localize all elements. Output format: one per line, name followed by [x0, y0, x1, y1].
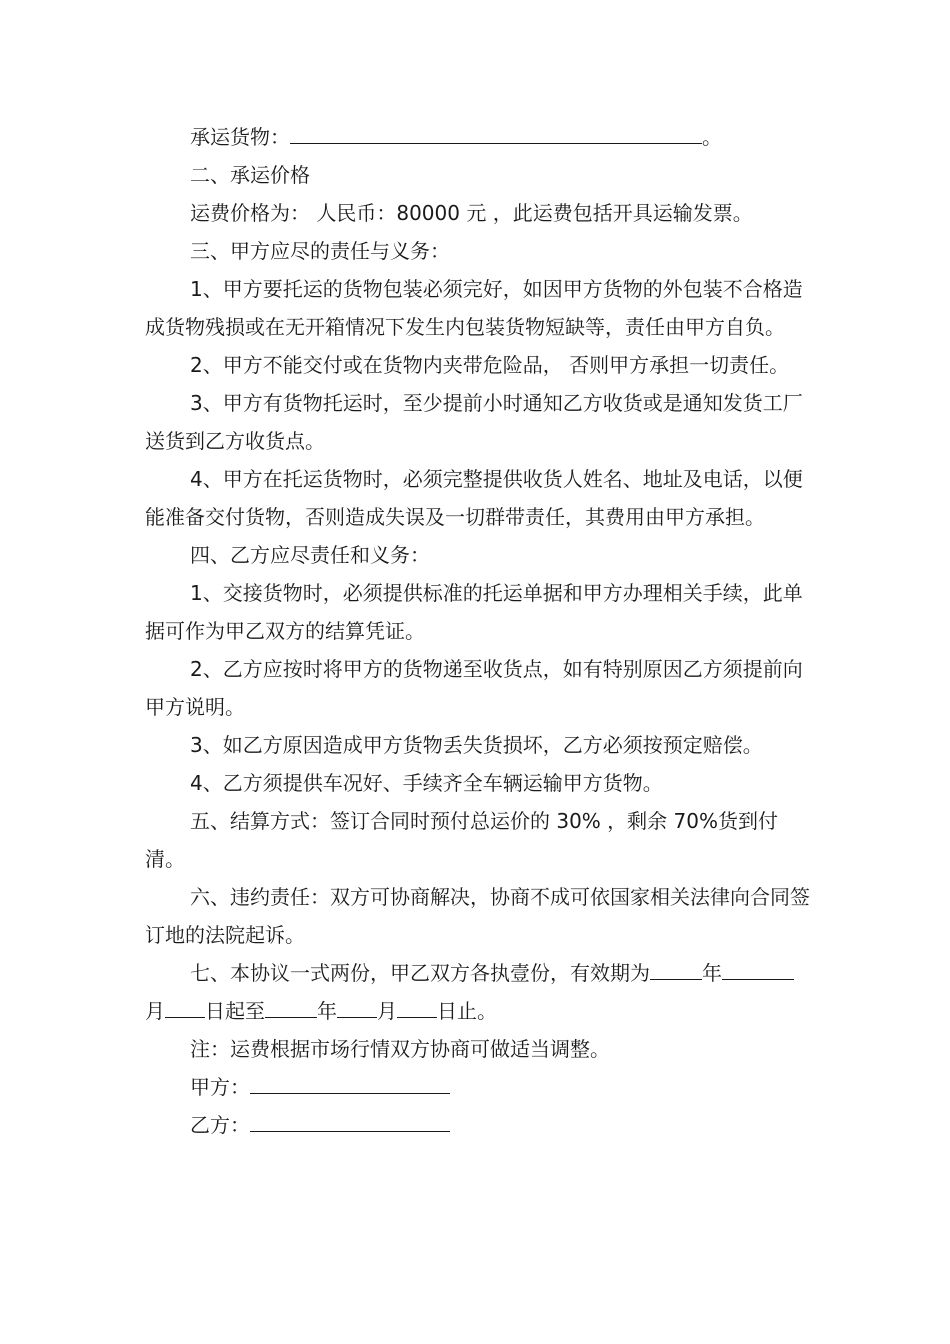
cargo-end: 。 [702, 125, 722, 149]
party-b-label: 乙方： [190, 1113, 250, 1137]
party-b-signature [145, 1106, 810, 1144]
section-2-title: 二、承运价格 [190, 163, 310, 187]
party-b-duty-3: 3、如乙方原因造成甲方货物丢失货损坏，乙方必须按预定赔偿。 [190, 733, 763, 757]
party-a-duty-3: 3、甲方有货物托运时，至少提前小时通知乙方收货或是通知发货工厂送货到乙方收货点。 [145, 391, 803, 453]
contract-page [145, 118, 810, 1144]
validity-text: 七、本协议一式两份，甲乙双方各执壹份，有效期为 [190, 961, 650, 985]
section-3-title: 三、甲方应尽的责任与义务： [190, 239, 450, 263]
month-label-1: 月 [145, 999, 165, 1023]
price-line: 运费价格为： 人民币：80000 元 ，此运费包括开具运输发票。 [190, 201, 753, 225]
section-5-settlement: 五、结算方式：签订合同时预付总运价的 30% ，剩余 70%货到付清。 [145, 809, 778, 871]
party-a-duty-1: 1、甲方要托运的货物包装必须完好，如因甲方货物的外包装不合格造成货物残损或在无开箱情况下发生内包装货物短缺等，责任由甲方自负。 [145, 277, 803, 339]
blank-year-1 [650, 959, 702, 980]
year-label-2: 年 [317, 999, 337, 1023]
section-7-validity [145, 954, 810, 1030]
party-a-duty-4: 4、甲方在托运货物时，必须完整提供收货人姓名、地址及电话，以便能准备交付货物，否则造成失误及一切群带责任，其费用由甲方承担。 [145, 467, 803, 529]
cargo-blank [290, 123, 702, 144]
section-4-title: 四、乙方应尽责任和义务： [190, 543, 430, 567]
party-b-duty-2: 2、乙方应按时将甲方的货物递至收货点，如有特别原因乙方须提前向甲方说明。 [145, 657, 803, 719]
cargo-label: 承运货物： [190, 125, 290, 149]
party-a-signature [145, 1068, 810, 1106]
blank-year-2 [265, 997, 317, 1018]
party-a-label: 甲方： [190, 1075, 250, 1099]
year-label-1: 年 [702, 961, 722, 985]
blank-month-1a [722, 959, 770, 980]
day-label-1: 日起至 [205, 999, 265, 1023]
cargo-line [145, 118, 810, 156]
blank-day-2 [397, 997, 437, 1018]
note-line: 注：运费根据市场行情双方协商可做适当调整。 [190, 1037, 610, 1061]
blank-month-1b [770, 959, 794, 980]
party-a-duty-2: 2、甲方不能交付或在货物内夹带危险品， 否则甲方承担一切责任。 [190, 353, 790, 377]
section-6-liability: 六、违约责任：双方可协商解决，协商不成可依国家相关法律向合同签订地的法院起诉。 [145, 885, 810, 947]
party-a-blank [250, 1073, 450, 1094]
month-label-2: 月 [377, 999, 397, 1023]
blank-day-1 [165, 997, 205, 1018]
party-b-blank [250, 1111, 450, 1132]
party-b-duty-1: 1、交接货物时，必须提供标准的托运单据和甲方办理相关手续，此单据可作为甲乙双方的结算凭证。 [145, 581, 803, 643]
blank-month-2 [337, 997, 377, 1018]
party-b-duty-4: 4、乙方须提供车况好、手续齐全车辆运输甲方货物。 [190, 771, 663, 795]
day-label-2: 日止。 [437, 999, 497, 1023]
